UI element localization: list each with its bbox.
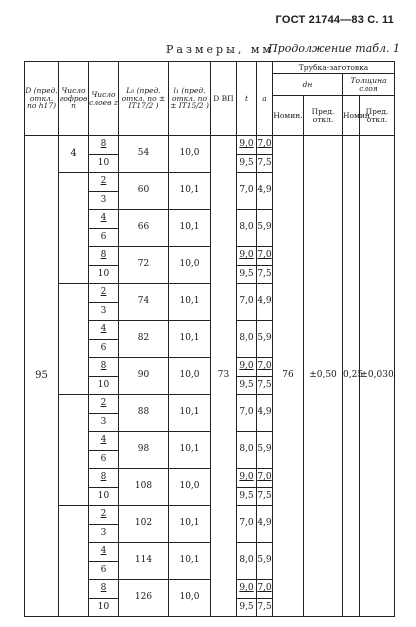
cell-n: [59, 284, 89, 395]
cell-a: 7,5: [257, 154, 273, 173]
col-header-a: a: [257, 62, 273, 136]
cell-z: 3: [89, 191, 119, 210]
cell-t: 8,0: [237, 210, 257, 247]
cell-z: 10: [89, 154, 119, 173]
cell-n: [59, 395, 89, 506]
cell-D: 95: [25, 136, 59, 617]
cell-z: 4: [89, 210, 119, 229]
cell-L0: 114: [119, 543, 169, 580]
cell-L0: 90: [119, 358, 169, 395]
cell-z: 8: [89, 247, 119, 266]
cell-a: 7,0: [257, 247, 273, 266]
cell-a: 7,5: [257, 598, 273, 617]
cell-l1: 10,1: [169, 543, 211, 580]
cell-t: 8,0: [237, 321, 257, 358]
cell-z: 3: [89, 413, 119, 432]
cell-z: 8: [89, 136, 119, 155]
cell-n: [59, 506, 89, 617]
cell-l1: 10,1: [169, 210, 211, 247]
cell-t: 7,0: [237, 284, 257, 321]
cell-l1: 10,0: [169, 247, 211, 284]
cell-l1: 10,1: [169, 506, 211, 543]
cell-z: 6: [89, 339, 119, 358]
cell-z: 8: [89, 580, 119, 599]
cell-t: 9,5: [237, 598, 257, 617]
cell-z: 10: [89, 376, 119, 395]
col-header-dn-nominal: Номин.: [273, 96, 304, 136]
cell-L0: 108: [119, 469, 169, 506]
sizes-caption: Размеры, мм: [166, 43, 274, 56]
dimensions-table: [24, 61, 395, 617]
cell-a: 5,9: [257, 543, 273, 580]
cell-t: 8,0: [237, 543, 257, 580]
cell-z: 2: [89, 395, 119, 414]
cell-thick-deviation: ±0,030: [360, 136, 395, 617]
cell-L0: 88: [119, 395, 169, 432]
cell-dn-nominal: 76: [273, 136, 304, 617]
cell-t: 9,5: [237, 376, 257, 395]
cell-t: 9,0: [237, 136, 257, 155]
cell-l1: 10,0: [169, 469, 211, 506]
cell-l1: 10,1: [169, 432, 211, 469]
table-row: [25, 136, 395, 155]
cell-n: 4: [59, 136, 89, 173]
cell-z: 8: [89, 358, 119, 377]
cell-z: 3: [89, 524, 119, 543]
cell-z: 6: [89, 561, 119, 580]
cell-a: 7,0: [257, 358, 273, 377]
cell-a: 5,9: [257, 210, 273, 247]
cell-Dvp: 73: [211, 136, 237, 617]
cell-t: 9,0: [237, 358, 257, 377]
cell-t: 9,0: [237, 469, 257, 488]
cell-a: 5,9: [257, 321, 273, 358]
cell-t: 7,0: [237, 395, 257, 432]
col-header-dn: dн: [273, 74, 343, 96]
cell-a: 4,9: [257, 173, 273, 210]
cell-l1: 10,1: [169, 173, 211, 210]
cell-z: 2: [89, 173, 119, 192]
cell-l1: 10,0: [169, 580, 211, 617]
cell-z: 10: [89, 487, 119, 506]
cell-L0: 126: [119, 580, 169, 617]
cell-t: 9,5: [237, 154, 257, 173]
cell-z: 2: [89, 284, 119, 303]
cell-z: 6: [89, 228, 119, 247]
cell-z: 4: [89, 543, 119, 562]
cell-a: 7,0: [257, 469, 273, 488]
cell-L0: 60: [119, 173, 169, 210]
cell-l1: 10,1: [169, 321, 211, 358]
col-header-z: Число слоев z: [89, 62, 119, 136]
col-header-thick-deviation: Пред. откл.: [360, 96, 395, 136]
cell-z: 2: [89, 506, 119, 525]
cell-z: 4: [89, 432, 119, 451]
document-header: ГОСТ 21744—83 С. 11: [275, 14, 394, 26]
cell-t: 8,0: [237, 432, 257, 469]
cell-t: 9,0: [237, 247, 257, 266]
cell-a: 7,5: [257, 487, 273, 506]
cell-a: 5,9: [257, 432, 273, 469]
col-header-l1: l₁ (пред. откл. по ± IT15/2 ): [169, 62, 211, 136]
cell-z: 8: [89, 469, 119, 488]
cell-t: 9,0: [237, 580, 257, 599]
cell-L0: 54: [119, 136, 169, 173]
cell-l1: 10,1: [169, 395, 211, 432]
cell-t: 7,0: [237, 506, 257, 543]
cell-L0: 98: [119, 432, 169, 469]
cell-L0: 82: [119, 321, 169, 358]
cell-L0: 74: [119, 284, 169, 321]
cell-n: [59, 173, 89, 284]
cell-L0: 72: [119, 247, 169, 284]
cell-z: 4: [89, 321, 119, 340]
cell-z: 6: [89, 450, 119, 469]
col-header-thickness: Толщина слоя: [343, 74, 395, 96]
cell-a: 7,0: [257, 580, 273, 599]
col-header-Dvp: D ВП: [211, 62, 237, 136]
cell-a: 4,9: [257, 395, 273, 432]
continuation-caption: Продолжение табл. 1: [268, 42, 400, 55]
cell-t: 9,5: [237, 265, 257, 284]
cell-l1: 10,1: [169, 284, 211, 321]
col-header-tube-blank: Трубка-заготовка: [273, 62, 395, 74]
col-header-thick-nominal: Номин: [343, 96, 360, 136]
cell-l1: 10,0: [169, 136, 211, 173]
col-header-t: t: [237, 62, 257, 136]
col-header-D: D (пред. откл. по h17): [25, 62, 59, 136]
cell-l1: 10,0: [169, 358, 211, 395]
col-header-dn-deviation: Пред. откл.: [304, 96, 343, 136]
cell-a: 4,9: [257, 506, 273, 543]
cell-dn-deviation: ±0,50: [304, 136, 343, 617]
cell-a: 7,5: [257, 376, 273, 395]
cell-a: 7,5: [257, 265, 273, 284]
cell-t: 9,5: [237, 487, 257, 506]
cell-thick-nominal: 0,25: [343, 136, 360, 617]
col-header-n: Число гофров n: [59, 62, 89, 136]
cell-a: 7,0: [257, 136, 273, 155]
cell-a: 4,9: [257, 284, 273, 321]
cell-z: 10: [89, 265, 119, 284]
cell-z: 10: [89, 598, 119, 617]
col-header-L0: L₀ (пред. откл. по ± IT17/2 ): [119, 62, 169, 136]
cell-z: 3: [89, 302, 119, 321]
cell-L0: 102: [119, 506, 169, 543]
cell-t: 7,0: [237, 173, 257, 210]
cell-L0: 66: [119, 210, 169, 247]
